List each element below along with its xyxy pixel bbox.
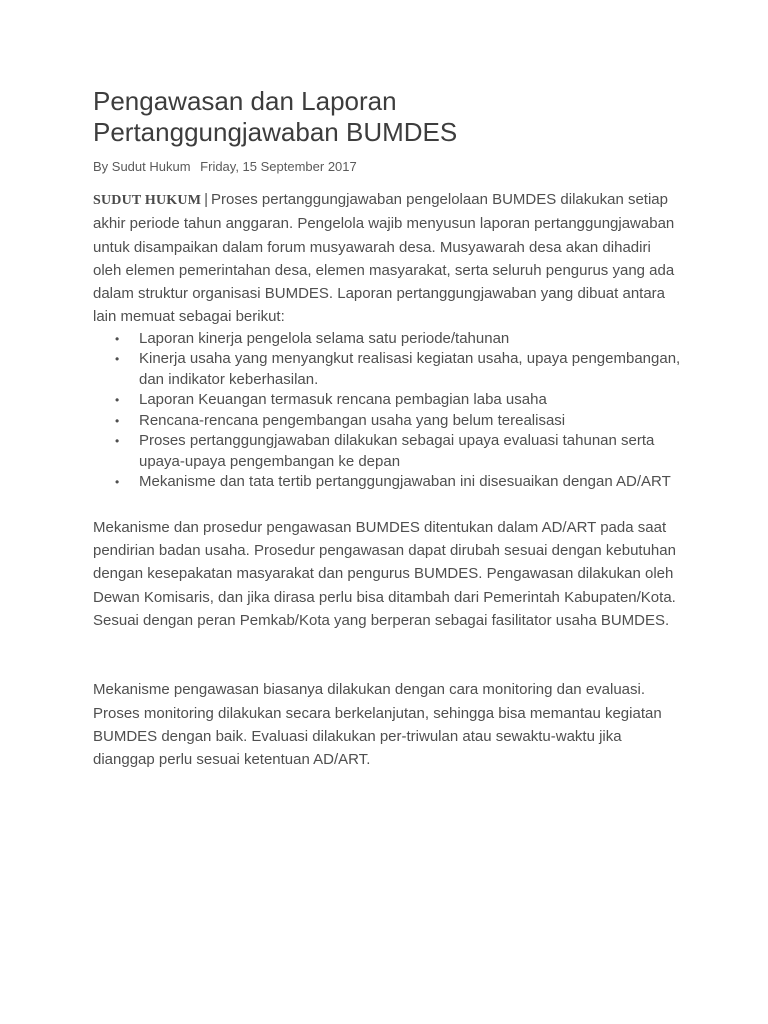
bullet-icon: • [115,393,120,408]
article [93,86,683,771]
source-label: SUDUT HUKUM [93,193,202,208]
list-item [93,390,683,411]
list-item [93,472,683,493]
byline-author: By Sudut Hukum [93,159,191,174]
list-item-text: Mekanisme dan tata tertib pertanggungjawaban ini disesuaikan dengan AD/ART [139,473,671,491]
list-item [93,431,683,472]
title-line-1: Pengawasan dan Laporan [93,86,397,116]
bullet-icon: • [115,413,120,428]
bullet-icon: • [115,331,120,346]
list-item [93,349,683,390]
list-item [93,329,683,350]
intro-paragraph [93,188,683,329]
report-contents-list [93,329,683,493]
intro-text: Proses pertanggungjawaban pengelolaan BUMDES dilakukan setiap akhir periode tahun anggaran. Pengelola wajib menyusun laporan pertanggungjawaban untuk disampaikan dalam forum musyawarah desa. Musyawarah desa akan dihadiri oleh elemen pemerintahan desa, elemen masyarakat, serta seluruh pengurus yang ada dalam struktur organisasi BUMDES. Laporan pertanggungjawaban yang dibuat antara lain memuat sebagai berikut: [93,191,675,326]
title-line-2: Pertanggungjawaban BUMDES [93,117,458,147]
page-title [93,86,683,148]
list-item-text: Kinerja usaha yang menyangkut realisasi kegiatan usaha, upaya pengembangan, dan indikator keberhasilan. [139,350,681,388]
byline [93,158,683,176]
bullet-icon: • [115,434,120,449]
bullet-icon: • [115,352,120,367]
paragraph-supervision-procedure: Mekanisme dan prosedur pengawasan BUMDES ditentukan dalam AD/ART pada saat pendirian badan usaha. Prosedur pengawasan dapat dirubah sesuai dengan kebutuhan dengan kesepakatan masyarakat dan pengurus BUMDES. Pengawasan dilakukan oleh Dewan Komisaris, dan jika dirasa perlu bisa ditambah dari Pemerintah Kabupaten/Kota. Sesuai dengan peran Pemkab/Kota yang berperan sebagai fasilitator usaha BUMDES. [93,518,676,629]
list-item [93,411,683,432]
bullet-icon: • [115,475,120,490]
list-item-text: Laporan kinerja pengelola selama satu periode/tahunan [139,329,510,347]
list-item-text: Laporan Keuangan termasuk rencana pembagian laba usaha [139,391,547,409]
paragraph-monitoring-evaluation: Mekanisme pengawasan biasanya dilakukan dengan cara monitoring dan evaluasi. Proses monitoring dilakukan secara berkelanjutan, sehingga bisa memantau kegiatan BUMDES dengan baik. Evaluasi dilakukan per-triwulan atau sewaktu-waktu jika dianggap perlu sesuai ketentuan AD/ART. [93,681,662,769]
separator: | [204,191,209,208]
byline-date: Friday, 15 September 2017 [200,159,357,174]
list-item-text: Rencana-rencana pengembangan usaha yang belum terealisasi [139,411,566,429]
list-item-text: Proses pertanggungjawaban dilakukan sebagai upaya evaluasi tahunan serta upaya-upaya pengembangan ke depan [139,432,655,470]
